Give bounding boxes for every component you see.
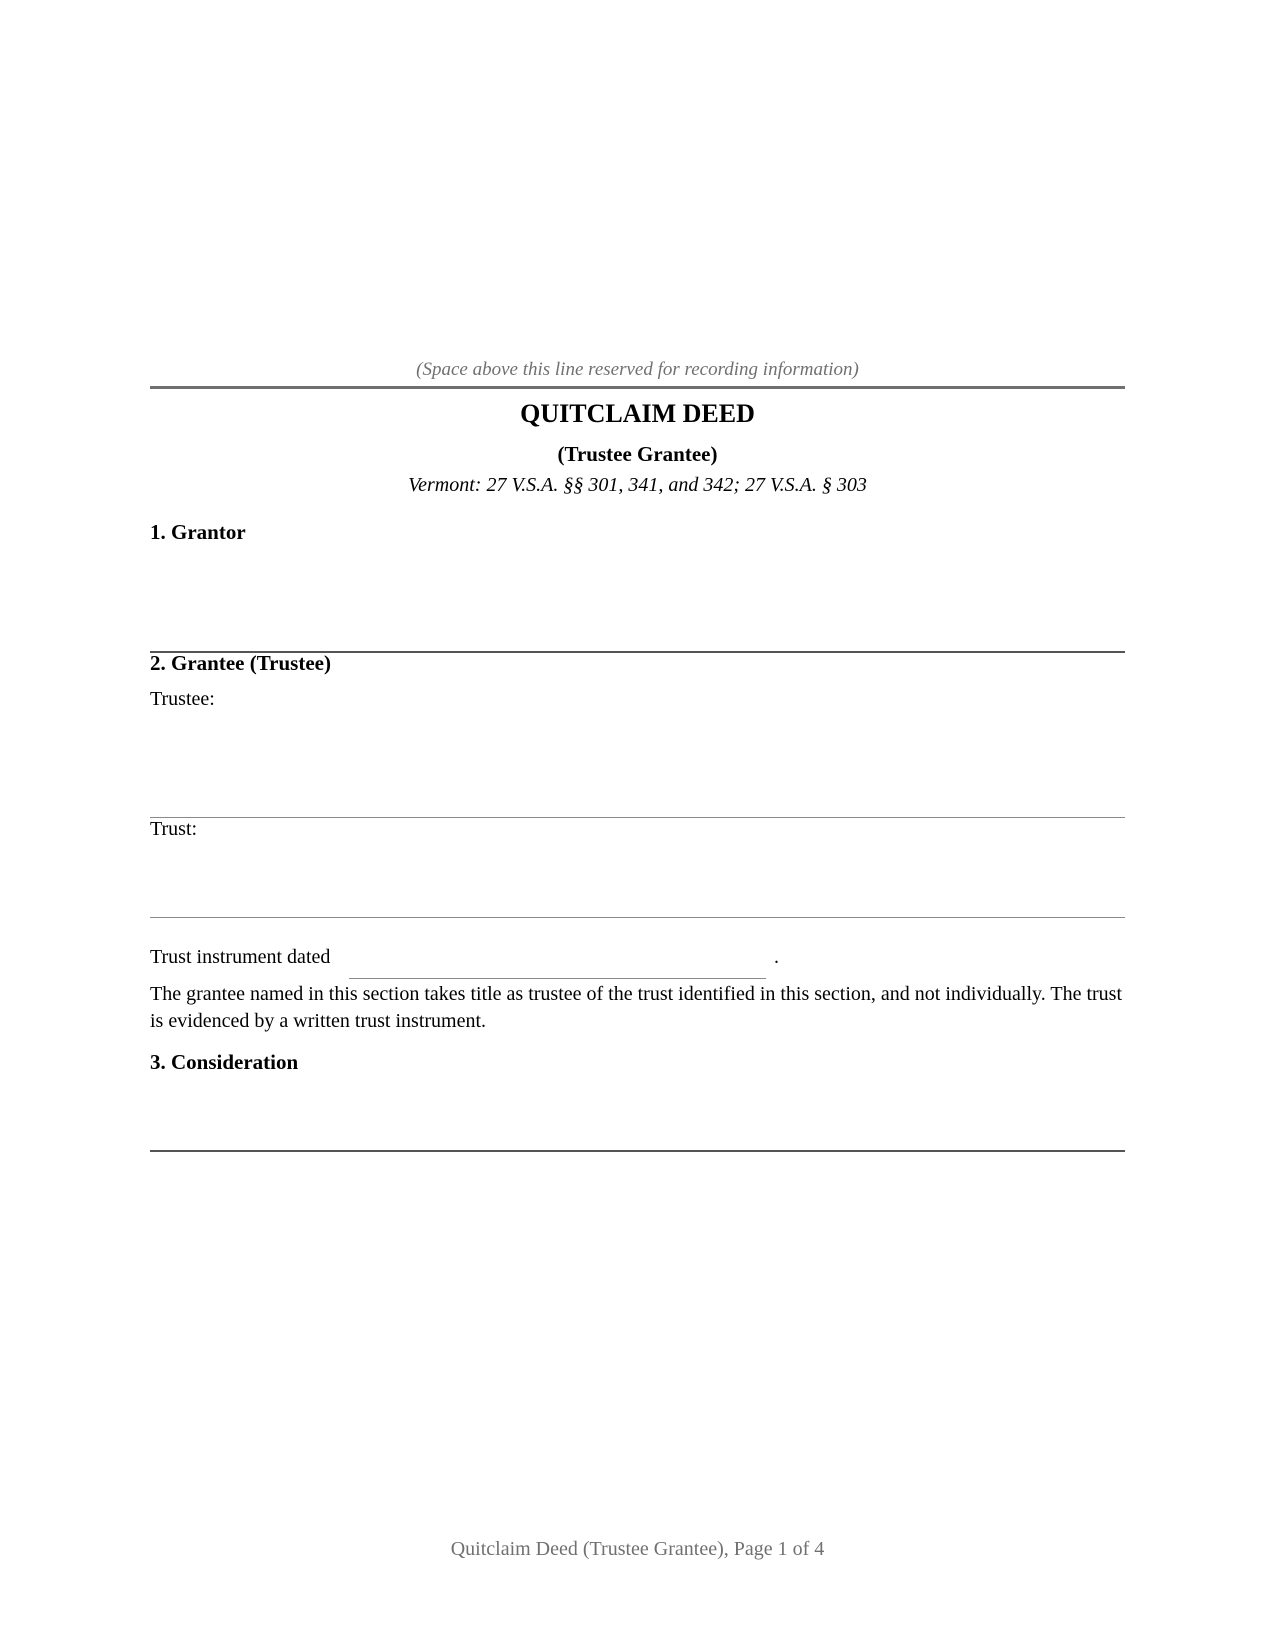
date-period: . [774, 946, 779, 968]
trustee-field-line[interactable] [150, 817, 1125, 818]
document-subtitle: (Trustee Grantee) [557, 442, 718, 466]
section-heading-consideration: 3. Consideration [150, 1050, 299, 1074]
trust-field-line[interactable] [150, 917, 1125, 918]
page-footer: Quitclaim Deed (Trustee Grantee), Page 1 of 4 [450, 1538, 825, 1560]
section-heading-grantee: 2. Grantee (Trustee) [150, 651, 331, 675]
grantee-trustee-paragraph: The grantee named in this section takes title as trustee of the trust identified in this section, and not individually. The trust is evidenced by a written trust instrument. [150, 983, 1123, 1032]
statute-citation: Vermont: 27 V.S.A. §§ 301, 341, and 342; 27 V.S.A. § 303 [408, 474, 867, 496]
recording-divider [150, 386, 1125, 389]
trustee-label: Trustee: [150, 688, 215, 710]
trust-instrument-dated-label: Trust instrument dated [150, 946, 331, 968]
trust-instrument-date-field[interactable] [349, 978, 766, 979]
recording-space-note: (Space above this line reserved for recording information) [416, 359, 859, 380]
document-title: QUITCLAIM DEED [520, 399, 755, 428]
section-heading-grantor: 1. Grantor [150, 520, 246, 544]
consideration-field-line[interactable] [150, 1150, 1125, 1152]
trust-label: Trust: [150, 818, 198, 840]
